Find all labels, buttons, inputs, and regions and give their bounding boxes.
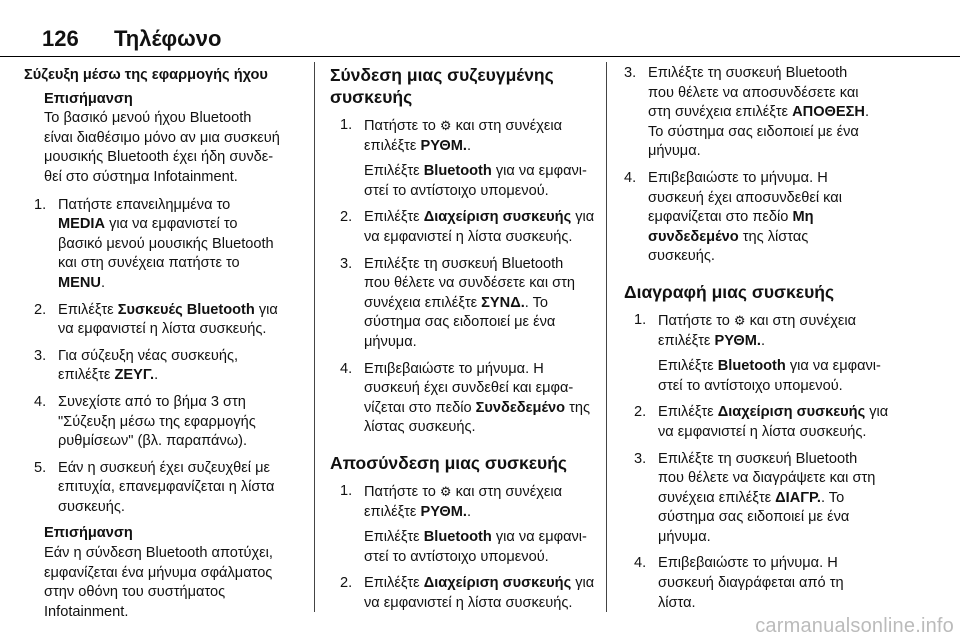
notice-line: εμφανίζεται ένα μήνυμα σφάλματος xyxy=(44,564,273,581)
step-text: να εμφανιστεί η λίστα συσκευής. xyxy=(58,321,267,338)
step-2 xyxy=(34,301,306,340)
step-4 xyxy=(634,554,916,613)
step-4 xyxy=(34,393,306,452)
menu-term-menu: MENU xyxy=(58,274,101,291)
step-text: σύστημα σας ειδοποιεί με ένα xyxy=(658,509,850,526)
step-text: στεί το αντίστοιχο υπομενού. xyxy=(658,377,843,394)
step-text: Πατήστε το xyxy=(658,312,734,329)
step-text: Συνεχίστε από το βήμα 3 στη xyxy=(58,393,246,410)
step-5 xyxy=(34,459,306,518)
step-text: Επιβεβαιώστε το μήνυμα. Η xyxy=(658,555,838,572)
step-number: 1. xyxy=(340,482,353,499)
menu-term-connected: Συνδεδεμένο xyxy=(475,399,566,416)
step-1 xyxy=(340,482,606,567)
step-1 xyxy=(634,311,916,396)
step-text: για xyxy=(254,301,278,318)
menu-term-disconnect: ΑΠΟΘΕΣΗ xyxy=(792,104,865,121)
step-2 xyxy=(634,403,916,442)
step-text: Επιλέξτε xyxy=(658,404,718,421)
step-text: Για σύζευξη νέας συσκευής, xyxy=(58,347,239,364)
step-text: Επιλέξτε τη συσκευή Bluetooth xyxy=(658,450,858,467)
header-divider xyxy=(0,56,960,57)
step-number: 4. xyxy=(340,360,353,377)
step-text: Πατήστε επανειλημμένα το xyxy=(58,196,231,213)
step-number: 2. xyxy=(634,404,647,421)
step-text: Εάν η συσκευή έχει συζευχθεί με xyxy=(58,459,271,476)
step-text: . xyxy=(154,367,159,384)
step-text: για xyxy=(865,404,889,421)
menu-term-settings: ΡΥΘΜ. xyxy=(420,137,467,154)
step-number: 4. xyxy=(34,393,47,410)
step-4 xyxy=(624,169,916,267)
step-text: Επιβεβαιώστε το μήνυμα. Η xyxy=(364,360,544,377)
step-text: επιλέξτε xyxy=(658,332,715,349)
step-text: σύστημα σας ειδοποιεί με ένα xyxy=(364,314,556,331)
notice-line: θεί στο σύστημα Infotainment. xyxy=(44,168,238,185)
notice-1 xyxy=(44,90,306,188)
step-text: για xyxy=(571,575,595,592)
step-number: 3. xyxy=(624,65,637,81)
step-text: . xyxy=(100,274,106,291)
step-text: Επιβεβαιώστε το μήνυμα. Η xyxy=(648,169,828,186)
heading-line: Σύνδεση μιας συζευγμένης xyxy=(330,65,554,85)
step-text: που θέλετε να διαγράψετε και στη xyxy=(658,470,876,487)
menu-term-settings: ΡΥΘΜ. xyxy=(420,503,467,520)
step-3 xyxy=(634,450,916,548)
notice-line: Εάν η σύνδεση Bluetooth αποτύχει, xyxy=(44,545,273,562)
page-header xyxy=(42,26,221,56)
step-text: Πατήστε το xyxy=(364,118,440,134)
menu-term-connect: ΣΥΝΔ. xyxy=(481,294,525,311)
menu-term-device-management: Διαχείριση συσκευής xyxy=(717,404,866,421)
step-text: στεί το αντίστοιχο υπομενού. xyxy=(364,182,549,199)
step-text: Επιλέξτε xyxy=(364,529,424,546)
step-text: Επιλέξτε τη συσκευή Bluetooth xyxy=(648,65,848,81)
notice-line: στην οθόνη του συστήματος xyxy=(44,584,226,601)
section-heading-app-pairing: Σύζευξη μέσω της εφαρμογής ήχου xyxy=(24,67,268,83)
settings-gear-icon: ⚙ xyxy=(733,312,746,328)
step-text: ρυθμίσεων" (βλ. παραπάνω). xyxy=(58,433,248,450)
menu-term-bluetooth: Bluetooth xyxy=(717,358,786,375)
step-number: 4. xyxy=(634,555,647,572)
step-text: Το σύστημα σας ειδοποιεί με ένα xyxy=(648,123,859,140)
step-2 xyxy=(340,574,606,613)
step-text: που θέλετε να αποσυνδέσετε και xyxy=(648,84,859,101)
step-text: βασικό μενού μουσικής Bluetooth xyxy=(58,235,274,252)
step-text: Επιλέξτε xyxy=(58,301,118,318)
step-text: να εμφανιστεί η λίστα συσκευής. xyxy=(658,423,867,440)
column-divider-2 xyxy=(606,62,607,612)
page-number: 126 xyxy=(42,26,79,51)
settings-gear-icon: ⚙ xyxy=(439,483,452,499)
column-2 xyxy=(330,64,606,620)
step-text: Επιλέξτε xyxy=(658,358,718,375)
step-text: και στη συνέχεια xyxy=(745,312,857,329)
step-text: να εμφανιστεί η λίστα συσκευής. xyxy=(364,594,573,611)
step-4 xyxy=(340,360,606,438)
step-text: στη συνέχεια επιλέξτε xyxy=(648,104,793,121)
step-3 xyxy=(340,255,606,353)
disconnect-steps xyxy=(340,482,606,614)
step-number: 2. xyxy=(340,575,353,592)
step-text: συσκευή έχει συνδεθεί και εμφα‐ xyxy=(364,380,574,397)
step-text: μήνυμα. xyxy=(658,528,711,545)
step-text: Επιλέξτε τη συσκευή Bluetooth xyxy=(364,255,564,272)
step-text: να εμφανιστεί η λίστα συσκευής. xyxy=(364,228,573,245)
step-text: επιλέξτε xyxy=(364,503,421,520)
step-text: επιλέξτε xyxy=(58,367,115,384)
step-text: στεί το αντίστοιχο υπομενού. xyxy=(364,548,549,565)
step-text: "Σύζευξη μέσω της εφαρμογής xyxy=(58,413,256,430)
menu-term-device-management: Διαχείριση συσκευής xyxy=(423,209,572,226)
menu-term-settings: ΡΥΘΜ. xyxy=(714,332,761,349)
step-number: 1. xyxy=(634,311,647,328)
step-text: . Το xyxy=(820,489,845,506)
step-text: μήνυμα. xyxy=(648,143,701,160)
step-text: νίζεται στο πεδίο xyxy=(364,399,476,416)
step-text: λίστας συσκευής. xyxy=(364,419,476,436)
step-text: . xyxy=(466,503,472,520)
step-text: μήνυμα. xyxy=(364,333,417,350)
section-heading-disconnect: Αποσύνδεση μιας συσκευής xyxy=(330,452,568,473)
footer-watermark: carmanualsonline.info xyxy=(755,615,954,637)
delete-steps xyxy=(634,311,916,613)
menu-term-device-management: Διαχείριση συσκευής xyxy=(423,575,572,592)
menu-term-bluetooth-devices: Συσκευές Bluetooth xyxy=(117,301,255,318)
step-text: συνέχεια επιλέξτε xyxy=(658,489,776,506)
step-text: . xyxy=(466,137,472,154)
step-text: Επιλέξτε xyxy=(364,163,424,180)
column-3 xyxy=(624,64,916,620)
step-number: 2. xyxy=(34,301,47,318)
step-text: . xyxy=(760,332,766,349)
step-text: . xyxy=(864,104,869,121)
step-text: Επιλέξτε xyxy=(364,575,424,592)
section-heading-connect xyxy=(330,64,606,108)
disconnect-steps-continued xyxy=(624,64,916,267)
notice-line: είναι διαθέσιμο μόνο αν μια συσκευή xyxy=(44,129,280,146)
step-text: της xyxy=(565,399,591,416)
step-text: για να εμφανι‐ xyxy=(491,163,587,180)
step-1 xyxy=(340,116,606,201)
step-text: για να εμφανι‐ xyxy=(491,529,587,546)
step-1 xyxy=(34,196,306,294)
menu-term-delete: ΔΙΑΓΡ. xyxy=(775,489,821,506)
step-text: επιλέξτε xyxy=(364,137,421,154)
notice-line: Infotainment. xyxy=(44,603,129,620)
pairing-steps xyxy=(34,196,306,518)
step-text: εμφανίζεται στο πεδίο xyxy=(648,209,793,226)
step-text: . Το xyxy=(524,294,549,311)
step-text: για να εμφανι‐ xyxy=(785,358,881,375)
menu-term-bluetooth: Bluetooth xyxy=(423,529,492,546)
connect-steps xyxy=(340,116,606,438)
menu-term-pair: ΖΕΥΓ. xyxy=(114,367,155,384)
heading-line: συσκευής xyxy=(330,87,413,107)
step-number: 3. xyxy=(340,255,353,272)
step-text: συσκευής. xyxy=(648,248,715,265)
step-text: της λίστας xyxy=(738,228,809,245)
step-text: για να εμφανιστεί το xyxy=(105,216,238,233)
notice-title: Επισήμανση xyxy=(44,525,133,542)
step-text: Πατήστε το xyxy=(364,483,440,500)
step-text: συσκευή διαγράφεται από τη xyxy=(658,575,844,592)
step-text: επιτυχία, επανεμφανίζεται η λίστα xyxy=(58,479,275,496)
page-title: Τηλέφωνο xyxy=(114,26,222,51)
step-number: 3. xyxy=(634,450,647,467)
column-divider-1 xyxy=(314,62,315,612)
menu-term-not: Μη xyxy=(792,209,814,226)
step-number: 1. xyxy=(340,117,353,133)
step-text: συσκευή έχει αποσυνδεθεί και xyxy=(648,189,842,206)
menu-term-media: MEDIA xyxy=(58,216,106,233)
step-text: και στη συνέχεια πατήστε το xyxy=(58,255,240,272)
step-text: και στη συνέχεια xyxy=(451,118,563,134)
step-text: συσκευής. xyxy=(58,498,125,515)
notice-title: Επισήμανση xyxy=(44,90,133,107)
settings-gear-icon: ⚙ xyxy=(439,118,452,133)
menu-term-not-connected: συνδεδεμένο xyxy=(648,228,739,245)
step-text: για xyxy=(571,209,595,226)
column-1 xyxy=(24,64,306,630)
step-text: και στη συνέχεια xyxy=(451,483,563,500)
step-3 xyxy=(624,64,916,162)
step-number: 1. xyxy=(34,196,47,213)
step-3 xyxy=(34,347,306,386)
step-number: 3. xyxy=(34,347,47,364)
step-text: λίστα. xyxy=(658,594,696,611)
menu-term-bluetooth: Bluetooth xyxy=(423,163,492,180)
step-text: συνέχεια επιλέξτε xyxy=(364,294,482,311)
step-2 xyxy=(340,208,606,247)
step-number: 2. xyxy=(340,209,353,226)
step-number: 4. xyxy=(624,169,637,186)
notice-2 xyxy=(44,524,306,622)
section-heading-delete: Διαγραφή μιας συσκευής xyxy=(624,281,835,302)
step-number: 5. xyxy=(34,459,47,476)
step-text: που θέλετε να συνδέσετε και στη xyxy=(364,275,576,292)
notice-line: Το βασικό μενού ήχου Bluetooth xyxy=(44,110,252,127)
step-text: Επιλέξτε xyxy=(364,209,424,226)
notice-line: μουσικής Bluetooth έχει ήδη συνδε‐ xyxy=(44,149,274,166)
